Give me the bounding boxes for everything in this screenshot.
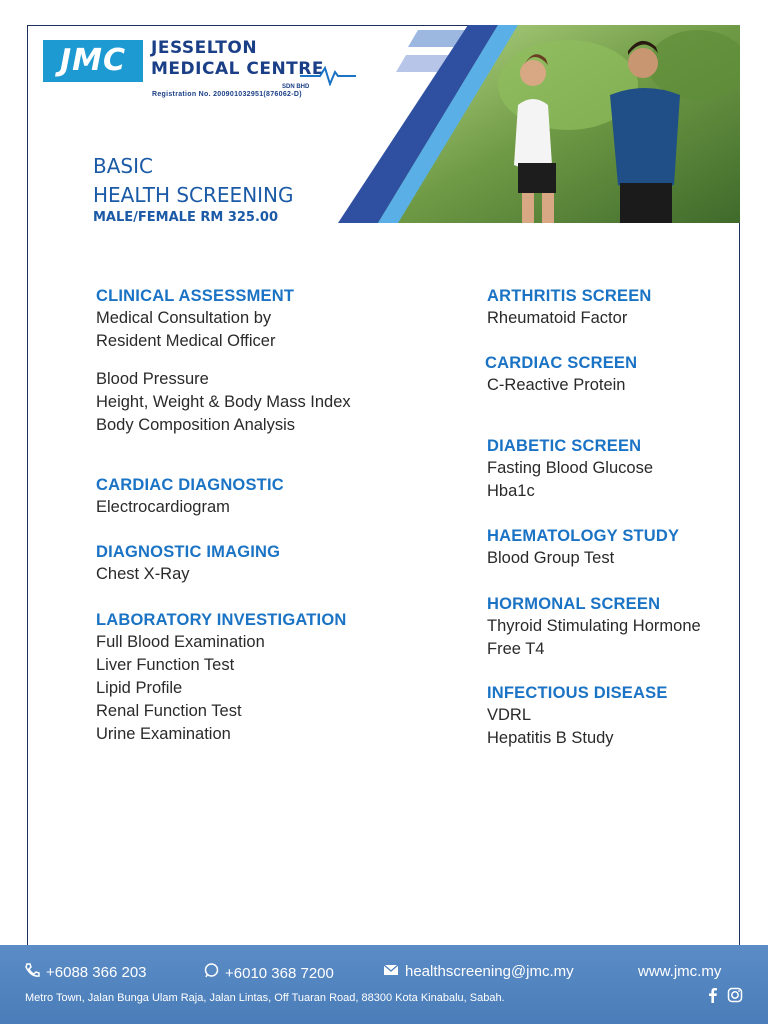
jmc-logo [43, 40, 143, 82]
list-item: Thyroid Stimulating Hormone [487, 617, 701, 635]
logo-name: JESSELTON MEDICAL CENTRE [151, 38, 324, 79]
section-hormonal-screen [487, 593, 701, 661]
list-item: Urine Examination [96, 725, 231, 743]
footer-whatsapp[interactable]: +6010 368 7200 [204, 963, 334, 982]
section-heading: INFECTIOUS DISEASE [487, 684, 668, 702]
section-diabetic-screen [487, 435, 653, 503]
logo-mark: JMC [59, 43, 127, 78]
section-laboratory-investigation [96, 609, 346, 746]
list-item: Resident Medical Officer [96, 332, 276, 350]
footer-email[interactable]: healthscreening@jmc.my [383, 963, 574, 980]
section-cardiac-screen [485, 352, 637, 397]
list-item: C-Reactive Protein [487, 376, 626, 394]
package-price: MALE/FEMALE RM 325.00 [93, 210, 278, 225]
footer-phone[interactable]: +6088 366 203 [24, 963, 147, 981]
registration-number: Registration No. 200901032951(876062-D) [152, 91, 302, 98]
footer-website[interactable]: www.jmc.my [638, 963, 722, 980]
instagram-icon[interactable] [727, 987, 743, 1003]
section-clinical-assessment [96, 285, 351, 437]
section-diagnostic-imaging [96, 541, 280, 586]
list-item: Free T4 [487, 640, 545, 658]
list-item: Hepatitis B Study [487, 729, 614, 747]
page-title: BASIC HEALTH SCREENING [93, 154, 294, 207]
section-heading: HORMONAL SCREEN [487, 595, 661, 613]
section-heading: CARDIAC DIAGNOSTIC [96, 476, 284, 494]
section-heading: LABORATORY INVESTIGATION [96, 611, 347, 629]
section-haematology-study [487, 525, 679, 570]
list-item: Body Composition Analysis [96, 416, 296, 434]
whatsapp-icon [204, 963, 219, 978]
section-heading: CLINICAL ASSESSMENT [96, 287, 295, 305]
list-item: Blood Group Test [487, 549, 615, 567]
section-heading: ARTHRITIS SCREEN [487, 287, 652, 305]
section-heading: DIABETIC SCREEN [487, 437, 642, 455]
footer [0, 945, 768, 1024]
list-item: Electrocardiogram [96, 498, 230, 516]
list-item: Height, Weight & Body Mass Index [96, 393, 351, 411]
list-item: Chest X-Ray [96, 565, 190, 583]
list-item: Renal Function Test [96, 702, 242, 720]
section-heading: DIAGNOSTIC IMAGING [96, 543, 281, 561]
list-item: Liver Function Test [96, 656, 235, 674]
list-item: Blood Pressure [96, 370, 209, 388]
logo-sdn: SDN BHD [282, 84, 310, 90]
list-item: Rheumatoid Factor [487, 309, 628, 327]
phone-icon [24, 963, 40, 977]
facebook-icon[interactable] [707, 987, 719, 1003]
section-arthritis-screen [487, 285, 652, 330]
section-heading: HAEMATOLOGY STUDY [487, 527, 680, 545]
hero-image [338, 25, 740, 223]
list-item: Hba1c [487, 482, 535, 500]
section-infectious-disease [487, 682, 668, 750]
footer-address: Metro Town, Jalan Bunga Ulam Raja, Jalan Lintas, Off Tuaran Road, 88300 Kota Kinabalu, Sabah. [25, 992, 505, 1004]
section-heading: CARDIAC SCREEN [485, 354, 638, 372]
list-item: VDRL [487, 706, 532, 724]
list-item: Lipid Profile [96, 679, 183, 697]
list-item: Medical Consultation by [96, 309, 272, 327]
section-cardiac-diagnostic [96, 474, 284, 519]
list-item: Full Blood Examination [96, 633, 265, 651]
list-item: Fasting Blood Glucose [487, 459, 654, 477]
email-icon [383, 964, 399, 976]
